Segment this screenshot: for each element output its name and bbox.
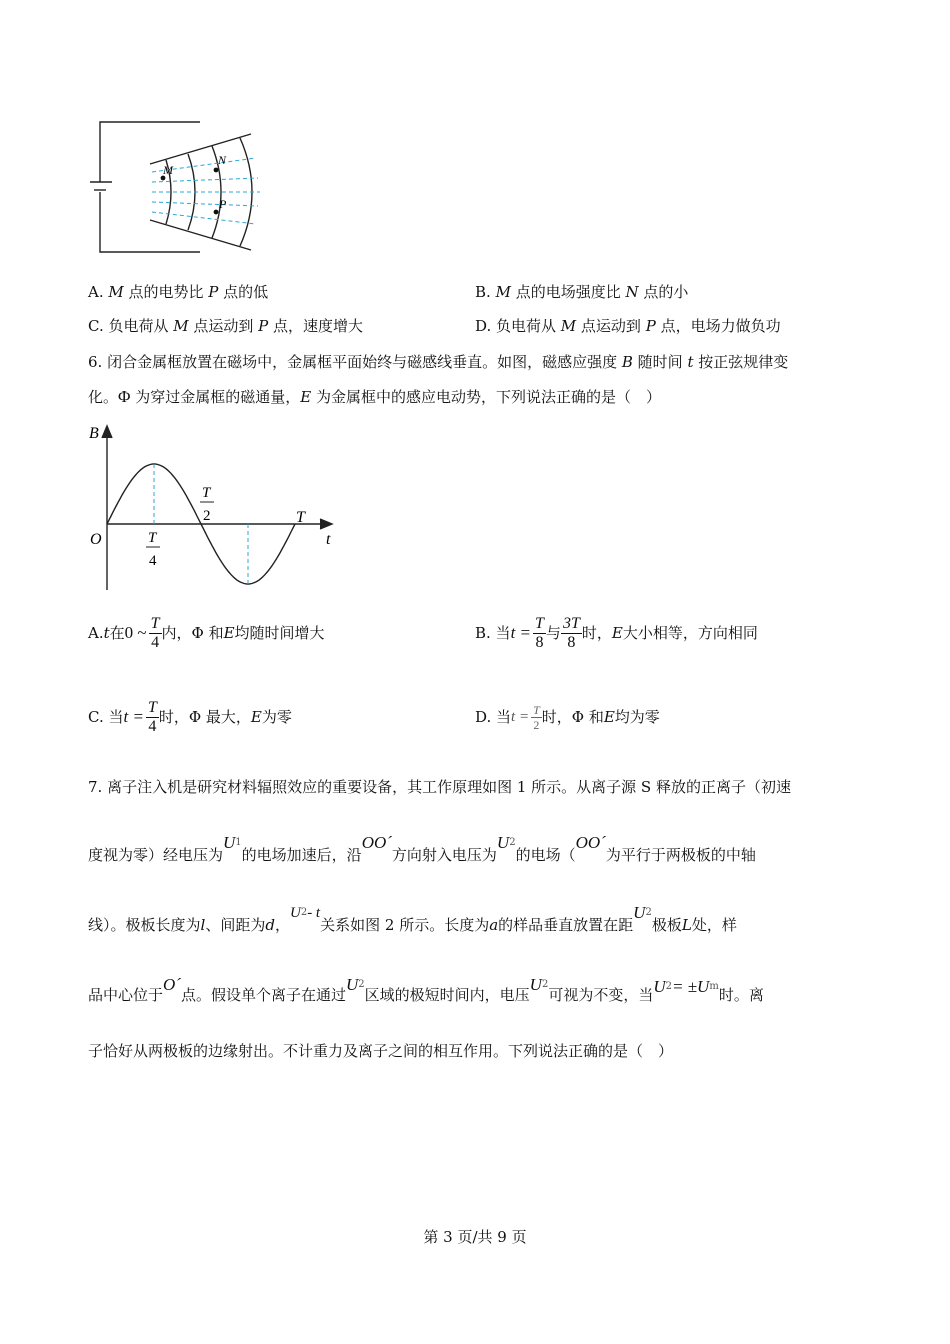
point-p-label: P [219, 197, 227, 211]
q5-option-c[interactable]: C. 负电荷从 M 点运动到 P 点，速度增大 [88, 317, 364, 335]
quarter-period-den: 4 [149, 553, 157, 569]
point-n-label: N [218, 153, 227, 167]
q6-option-a[interactable]: A. t 在 0 ~ $\frac{T}{4}$ 内，Φ 和 E 均随时间增大 [88, 614, 325, 651]
q6-option-b[interactable]: B. 当 t = $\frac{T}{8}$ 与 $\frac{3T}{8}$ 时， E 大小相等，方向相同 [475, 614, 758, 651]
q7-stem-line5: 子恰好从两极板的边缘射出。不计重力及离子之间的相互作用。下列说法正确的是（ ） [88, 1042, 674, 1060]
q6-stem-line1: 6. 闭合金属框放置在磁场中，金属框平面始终与磁感线垂直。如图，磁感应强度 B 随时间 t 按正弦规律变 [88, 353, 789, 371]
half-period-den: 2 [203, 508, 211, 524]
q6-option-d[interactable]: D. 当 t = $\frac{T}{2}$ 时，Φ 和 E 均为零 [475, 702, 660, 732]
q6-option-c[interactable]: C. 当 t = $\frac{T}{4}$ 时，Φ 最大， E 为零 [88, 698, 292, 735]
half-period-num: T [202, 485, 211, 501]
q7-stem-line1: 7. 离子注入机是研究材料辐照效应的重要设备，其工作原理如图 1 所示。从离子源 S 释放的正离子（初速 [88, 778, 791, 796]
q7-stem-line3: 线）。极板长度为 l 、间距为 d ， U 2 - t 关系如图 2 所示。长度为 a 的样品垂直放置在距 U 2 极板 L 处，样 [88, 903, 737, 934]
q5-option-b[interactable]: B. M 点的电场强度比 N 点的小 [475, 283, 689, 301]
period-label: T [296, 509, 305, 526]
q5-option-d[interactable]: D. 负电荷从 M 点运动到 P 点，电场力做负功 [475, 317, 781, 335]
quarter-period-num: T [148, 530, 157, 546]
q5-option-a[interactable]: A. M 点的电势比 P 点的低 [88, 283, 269, 301]
point-m-label: M [163, 163, 173, 177]
page-footer: 第 3 页/共 9 页 [423, 1228, 527, 1246]
origin-label: O [90, 531, 102, 548]
q6-stem-line2: 化。Φ 为穿过金属框的磁通量，E 为金属框中的感应电动势，下列说法正确的是（ ） [88, 387, 661, 406]
y-axis-label: B [89, 425, 99, 442]
q7-stem-line2: 度视为零）经电压为 U 1 的电场加速后，沿 OO´ 方向射入电压为 U 2 的电场（ OO´ 为平行于两极板的中轴 [88, 833, 756, 864]
x-axis-label: t [326, 531, 331, 548]
sine-b-t-graph [84, 418, 354, 598]
field-circuit-figure [88, 112, 278, 262]
q7-stem-line4: 品中心位于 O´ 点。假设单个离子在通过 U 2 区域的极短时间内，电压 U 2 可视为不变，当 U 2 = ±U m 时。离 [88, 975, 764, 1004]
